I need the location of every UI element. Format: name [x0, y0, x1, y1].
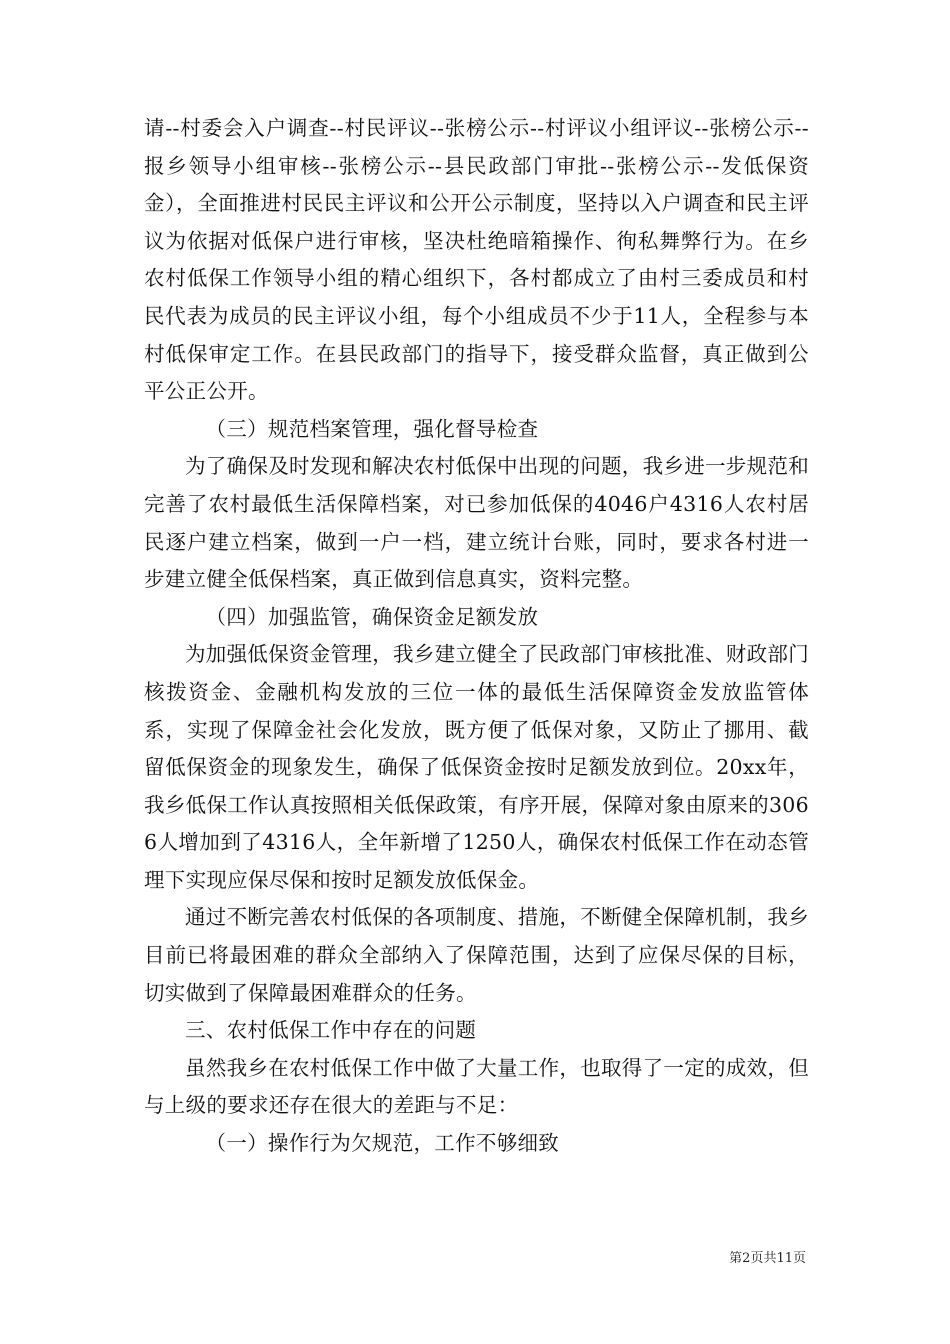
paragraph-improvement-summary: 通过不断完善农村低保的各项制度、措施，不断健全保障机制，我乡目前已将最困难的群众全部纳入了保障范围，达到了应保尽保的目标，切实做到了保障最困难群众的任务。: [144, 905, 809, 1005]
paragraph-problems-intro: 虽然我乡在农村低保工作中做了大量工作，也取得了一定的成效，但与上级的要求还存在很大的差距与不足：: [144, 1055, 809, 1118]
section-subheading-1: （一）操作行为欠规范，工作不够细致: [205, 1131, 560, 1156]
document-body: [144, 110, 809, 1163]
page-number-footer: 第2页共11页: [729, 1251, 806, 1266]
section-heading-problems: 三、农村低保工作中存在的问题: [185, 1018, 477, 1043]
paragraph-fund-supervision: 为加强低保资金管理，我乡建立健全了民政部门审核批准、财政部门核拨资金、金融机构发放的三位一体的最低生活保障资金发放监管体系，实现了保障金社会化发放，既方便了低保对象，又防止了挪用、截留低保资金的现象发生，确保了低保资金按时足额发放到位。20xx年，我乡低保工作认真按照相关低保政策，有序开展，保障对象由原来的3066人增加到了4316人，全年新增了1250人，确保农村低保工作在动态管理下实现应保尽保和按时足额发放低保金。: [144, 642, 809, 892]
section-subheading-4: （四）加强监管，确保资金足额发放: [205, 604, 539, 629]
paragraph-archive-management: 为了确保及时发现和解决农村低保中出现的问题，我乡进一步规范和完善了农村最低生活保障档案，对已参加低保的4046户4316人农村居民逐户建立档案，做到一户一档，建立统计台账，同时，要求各村进一步建立健全低保档案，真正做到信息真实，资料完整。: [144, 454, 809, 592]
paragraph-continued: 请--村委会入户调查--村民评议--张榜公示--村评议小组评议--张榜公示--报乡领导小组审核--张榜公示--县民政部门审批--张榜公示--发低保资金），全面推进村民民主评议和公开公示制度，坚持以入户调查和民主评议为依据对低保户进行审核，坚决杜绝暗箱操作、徇私舞弊行为。在乡农村低保工作领导小组的精心组织下，各村都成立了由村三委成员和村民代表为成员的民主评议小组，每个小组成员不少于11人，全程参与本村低保审定工作。在县民政部门的指导下，接受群众监督，真正做到公平公正公开。: [144, 116, 809, 404]
section-subheading-3: （三）规范档案管理，强化督导检查: [205, 416, 539, 441]
